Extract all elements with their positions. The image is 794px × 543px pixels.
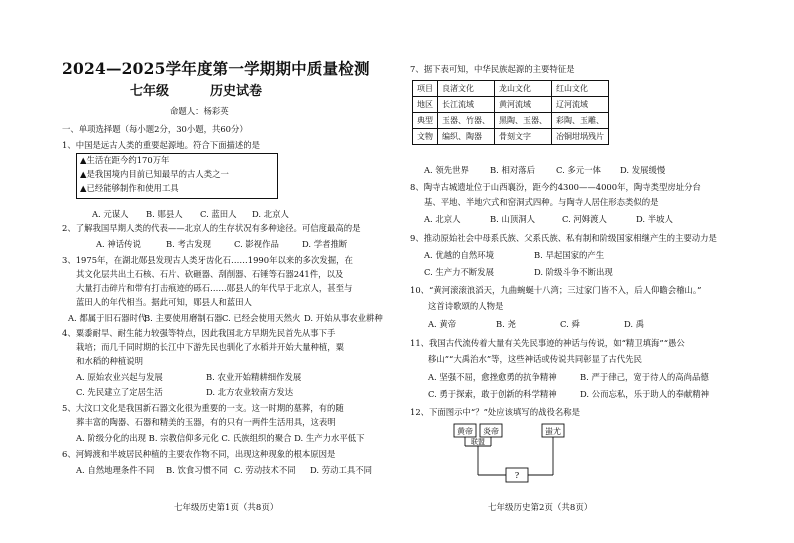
question-11-line: 11、我国古代流传着大量有关先民事迹的神话与传说，如“精卫填海”“愚公 — [410, 338, 685, 348]
option[interactable]: D. 北京人 — [252, 209, 289, 219]
table-cell: 彩陶、玉雕、 — [552, 113, 609, 129]
table-cell: 辽河流域 — [552, 97, 609, 113]
exam-grade: 七年级 — [130, 84, 170, 99]
option[interactable]: C. 河姆渡人 — [562, 214, 607, 224]
option[interactable]: C. 先民建立了定居生活 — [76, 387, 163, 397]
option[interactable]: A. 北京人 — [424, 214, 461, 224]
section-heading: 一、单项选择题（每小题2分，30小题，共60分） — [62, 124, 248, 134]
question-11-line: 移山”“大禹治水”等，这些神话或传说共同彰显了古代先民 — [428, 354, 642, 364]
question-8-line: 基、平地、半地穴式和窑洞式四种。与陶寺人居住形态类似的是 — [424, 197, 659, 207]
option[interactable]: D. 学者推断 — [302, 239, 348, 249]
table-cell: 地区 — [413, 97, 438, 113]
option[interactable]: D. 半坡人 — [636, 214, 673, 224]
question-4-line: 4、粟黍耐旱、耐生能力较强等特点，因此我国北方早期先民首先从事下手 — [62, 328, 336, 338]
option[interactable]: A. 优越的自然环境 — [424, 250, 494, 260]
question-1: 1、中国是远古人类的重要起源地。符合下面描述的是 — [62, 140, 260, 150]
option[interactable]: D. 劳动工具不同 — [310, 465, 372, 475]
option[interactable]: D. 开始从事农业耕种 — [304, 313, 383, 323]
exam-author: 命题人：杨彩英 — [170, 106, 229, 116]
clue-item: ▲生活在距今约170万年 — [80, 155, 170, 165]
option[interactable]: A. 都属于旧石器时代 — [68, 313, 147, 323]
question-2: 2、了解我国早期人类的代表——北京人的生存状况有多种途径。可信度最高的是 — [62, 223, 361, 233]
exam-title: 2024—2025学年度第一学期期中质量检测 — [62, 59, 370, 78]
question-6: 6、河姆渡和半坡居民种植的主要农作物不同，出现这种现象的根本原因是 — [62, 449, 336, 459]
option[interactable]: B. 农业开始精耕细作发展 — [206, 372, 302, 382]
option[interactable]: A. 领先世界 — [424, 165, 469, 175]
option[interactable]: C. 影视作品 — [234, 239, 279, 249]
option[interactable]: D. 发展缓慢 — [620, 165, 666, 175]
option[interactable]: C. 舜 — [560, 319, 580, 329]
table-cell: 文物 — [413, 129, 438, 145]
option[interactable]: C. 已经会使用天然火 — [222, 313, 301, 323]
alliance-label: 联盟 — [471, 438, 485, 446]
question-4-line: 和水稻的种植说明 — [76, 356, 143, 366]
option[interactable]: C. 劳动技术不同 — [234, 465, 296, 475]
option[interactable]: A. 自然地理条件不同 — [76, 465, 155, 475]
option[interactable]: D. 公而忘私，乐于助人的奉献精神 — [580, 389, 709, 399]
question-10-line: 这首诗歌颂的人物是 — [428, 301, 504, 311]
option[interactable]: B. 相对落后 — [490, 165, 535, 175]
table-cell: 黄河流域 — [495, 97, 552, 113]
table-row — [413, 97, 609, 113]
table-cell: 龙山文化 — [495, 81, 552, 97]
question-5-options[interactable]: A. 阶级分化的出现 B. 宗教信仰多元化 C. 氏族组织的聚合 D. 生产力水平低下 — [76, 433, 365, 443]
option[interactable]: D. 禹 — [624, 319, 645, 329]
option[interactable]: B. 考古发现 — [166, 239, 211, 249]
option[interactable]: B. 山顶洞人 — [490, 214, 535, 224]
right-page-column — [410, 0, 740, 543]
table-row — [413, 129, 609, 145]
option[interactable]: D. 阶级斗争不断出现 — [534, 267, 613, 277]
left-page-column — [62, 0, 392, 543]
page-footer: 七年级历史第2页（共8页） — [488, 503, 593, 513]
option[interactable]: A. 黄帝 — [428, 319, 457, 329]
question-4-line: 栽培；而几千同时期的长江中下游先民也驯化了水稻并开始大量种植，粟 — [76, 342, 344, 352]
question-8-line: 8、陶寺古城遗址位于山西襄汾，距今约4300——4000年，陶寺类型房址分台 — [410, 182, 701, 192]
question-10-line: 10、“黄河滚滚浪滔天，九曲蜿蜒十八湾；三过家门皆不入，后人仰瞻会稽山。” — [410, 285, 702, 295]
chiyou-label: 蚩尤 — [545, 427, 561, 436]
question-12: 12、下面图示中“？”处应该填写的战役名称是 — [410, 407, 580, 417]
table-cell: 冶铜坩埚残片 — [552, 129, 609, 145]
table-row — [413, 113, 609, 129]
question-9: 9、推动原始社会中母系氏族、父系氏族、私有制和阶级国家相继产生的主要动力是 — [410, 233, 717, 243]
option[interactable]: A. 原始农业兴起与发展 — [76, 372, 163, 382]
table-cell: 编织、陶器 — [438, 129, 495, 145]
huangdi-label: 黄帝 — [457, 427, 473, 436]
question-7: 7、据下表可知，中华民族起源的主要特征是 — [410, 64, 575, 74]
question-5-line: 5、大汶口文化是我国新石器文化很为重要的一支。这一时期的墓葬，有的随 — [62, 403, 344, 413]
table-cell: 良渚文化 — [438, 81, 495, 97]
question-mark: ? — [514, 471, 520, 480]
question-3-line: 蓝田人的年代相当。据此可知，郧县人和蓝田人 — [76, 297, 252, 307]
question-1-clue-box — [76, 153, 278, 199]
question-3-line: 大量打击碎片和带有打击痕迹的砾石……郧县人的年代早于北京人，甚至与 — [76, 283, 353, 293]
option[interactable]: C. 勇于探索，敢于创新的科学精神 — [428, 389, 557, 399]
table-cell: 项目 — [413, 81, 438, 97]
option[interactable]: A. 坚强不屈，愈挫愈勇的抗争精神 — [428, 372, 557, 382]
table-cell: 典型 — [413, 113, 438, 129]
exam-subject: 历史试卷 — [210, 84, 263, 99]
option[interactable]: A. 元谋人 — [92, 209, 129, 219]
culture-table — [412, 80, 609, 145]
battle-diagram — [450, 420, 610, 494]
option[interactable]: C. 蓝田人 — [200, 209, 237, 219]
option[interactable]: B. 饮食习惯不同 — [166, 465, 228, 475]
option[interactable]: B. 严于律己，宽于待人的高尚品德 — [580, 372, 709, 382]
page-footer: 七年级历史第1页（共8页） — [174, 503, 279, 513]
table-cell: 红山文化 — [552, 81, 609, 97]
option[interactable]: C. 多元一体 — [556, 165, 601, 175]
question-3-line: 3、1975年，在湖北郧县发现古人类牙齿化石……1990年以来的多次发掘，在 — [62, 255, 353, 265]
clue-item: ▲已经能够制作和使用工具 — [80, 183, 179, 193]
table-row — [413, 81, 609, 97]
option[interactable]: A. 神话传说 — [96, 239, 141, 249]
table-cell: 骨刻文字 — [495, 129, 552, 145]
question-3-line: 其文化层共出土石核、石片、砍砸器、刮削器、石锤等石器241件，以及 — [76, 269, 344, 279]
option[interactable]: B. 主要使用磨制石器 — [144, 313, 223, 323]
option[interactable]: B. 尧 — [496, 319, 516, 329]
table-cell: 长江流域 — [438, 97, 495, 113]
option[interactable]: B. 郧县人 — [146, 209, 183, 219]
table-cell: 黑陶、玉器、 — [495, 113, 552, 129]
question-5-line: 葬丰富的陶器、石器和精美的玉器，有的只有一两件生活用具，这表明 — [76, 417, 336, 427]
option[interactable]: C. 生产力不断发展 — [424, 267, 495, 277]
clue-item: ▲是我国境内目前已知最早的古人类之一 — [80, 169, 229, 179]
option[interactable]: D. 北方农业较南方发达 — [206, 387, 294, 397]
yandi-label: 炎帝 — [483, 427, 499, 436]
table-cell: 玉器、竹器、 — [438, 113, 495, 129]
option[interactable]: B. 早起国家的产生 — [534, 250, 605, 260]
